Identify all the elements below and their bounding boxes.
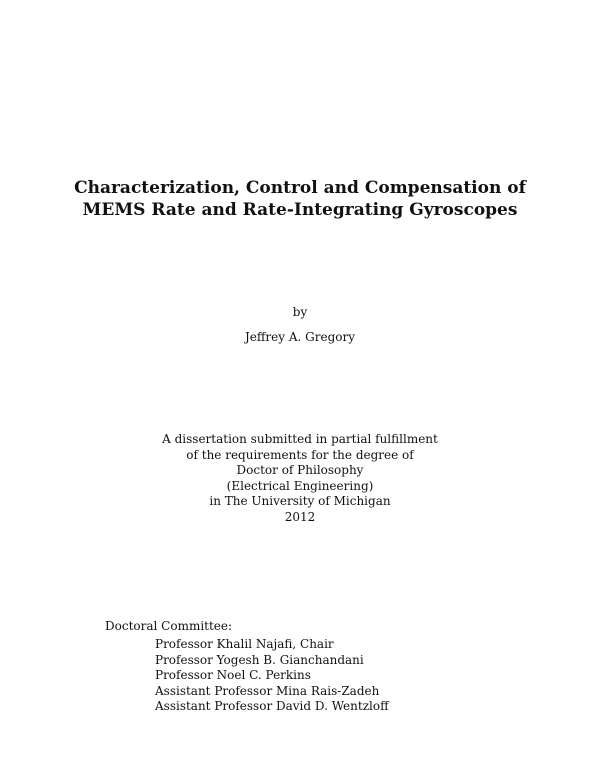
committee-member: Professor Khalil Najafi, Chair	[155, 637, 334, 651]
committee-list	[155, 637, 389, 715]
department: (Electrical Engineering)	[226, 478, 374, 493]
statement-line: of the requirements for the degree of	[186, 447, 414, 462]
committee-member: Assistant Professor David D. Wentzloff	[155, 699, 389, 713]
university: in The University of Michigan	[209, 494, 391, 508]
committee-member: Professor Yogesh B. Gianchandani	[155, 652, 364, 667]
statement-line: A dissertation submitted in partial fulfillment	[162, 432, 438, 446]
degree-name: Doctor of Philosophy	[236, 463, 364, 477]
degree-statement	[0, 432, 600, 525]
committee-heading: Doctoral Committee:	[105, 619, 233, 633]
committee-member: Assistant Professor Mina Rais-Zadeh	[155, 683, 380, 698]
committee-member: Professor Noel C. Perkins	[155, 668, 311, 682]
dissertation-title	[0, 177, 600, 221]
title-line-1: Characterization, Control and Compensation of	[74, 178, 526, 198]
year: 2012	[284, 509, 316, 524]
title-line-2: MEMS Rate and Rate-Integrating Gyroscopes	[82, 200, 518, 220]
by-label: by	[292, 305, 308, 319]
author-name: Jeffrey A. Gregory	[244, 330, 355, 344]
